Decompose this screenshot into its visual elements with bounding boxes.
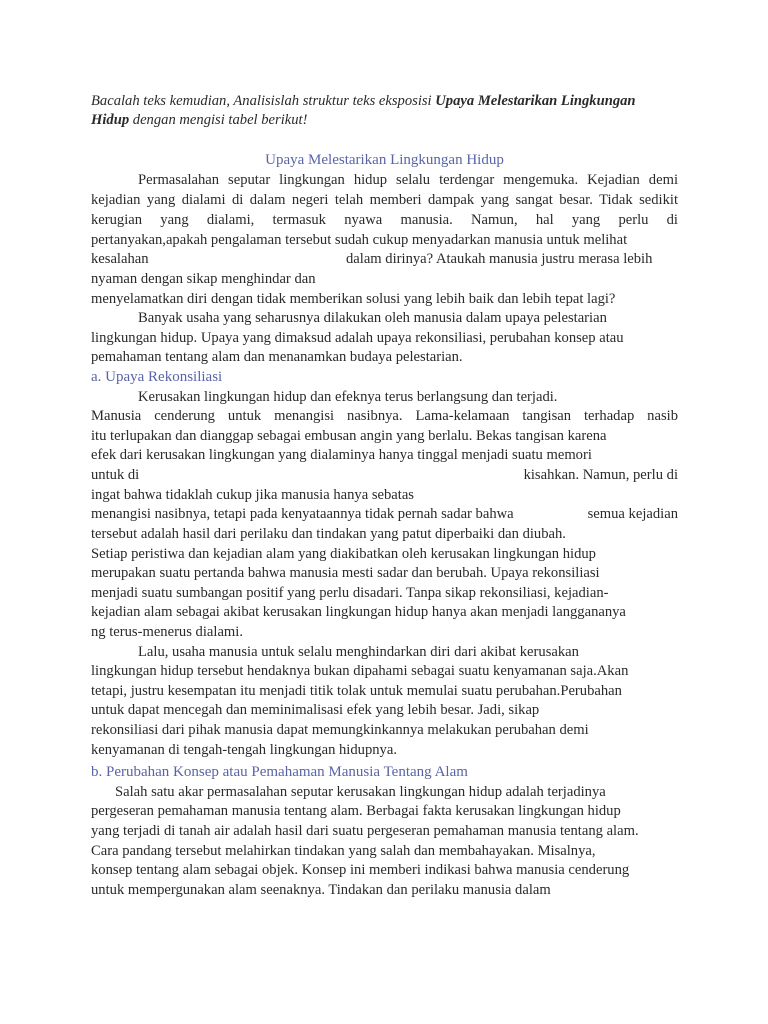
- paragraph-line: rekonsiliasi dari pihak manusia dapat memungkinkannya melakukan perubahan demi: [91, 722, 589, 738]
- paragraph-line: menangisi nasibnya, tetapi pada kenyataannya tidak pernah sadar bahwa: [91, 506, 514, 522]
- instruction-title: Upaya Melestarikan Lingkungan: [435, 93, 636, 109]
- paragraph-line: untuk di: [91, 467, 140, 483]
- paragraph-line: Cara pandang tersebut melahirkan tindakan yang salah dan membahayakan. Misalnya,: [91, 843, 596, 859]
- paragraph-line: ng terus-menerus dialami.: [91, 624, 243, 640]
- paragraph-line: pemahaman tentang alam dan menanamkan budaya pelestarian.: [91, 349, 463, 365]
- paragraph-line: ingat bahwa tidaklah cukup jika manusia hanya sebatas: [91, 487, 414, 503]
- paragraph-line: lingkungan hidup. Upaya yang dimaksud adalah upaya rekonsiliasi, perubahan konsep atau: [91, 330, 624, 346]
- paragraph-line: Manusia cenderung untuk menangisi nasibnya. Lama-kelamaan tangisan terhadap nasib: [91, 408, 678, 424]
- instruction-text: Bacalah teks kemudian, Analisislah struktur teks eksposisi: [91, 93, 436, 109]
- paragraph-line: kerugian yang dialami, termasuk nyawa manusia. Namun, hal yang perlu di: [91, 212, 678, 228]
- document-title: Upaya Melestarikan Lingkungan Hidup: [265, 152, 504, 168]
- paragraph-line: menjadi suatu sumbangan positif yang perlu disadari. Tanpa sikap rekonsiliasi, kejadian-: [91, 585, 609, 601]
- paragraph-line: kejadian yang dialami di dalam negeri telah memberi dampak yang sangat besar. Tidak sedikit: [91, 192, 678, 208]
- paragraph-line: pertanyakan,apakah pengalaman tersebut sudah cukup menyadarkan manusia untuk melihat: [91, 232, 628, 248]
- paragraph-line: kenyamanan di tengah-tengah lingkungan hidupnya.: [91, 742, 397, 758]
- paragraph-line: Permasalahan seputar lingkungan hidup selalu terdengar mengemuka. Kejadian demi: [138, 172, 678, 188]
- paragraph-line: kisahkan. Namun, perlu di: [523, 467, 678, 483]
- paragraph-line: tersebut adalah hasil dari perilaku dan tindakan yang patut diperbaiki dan diubah.: [91, 526, 566, 542]
- instruction-line-2: [91, 111, 678, 130]
- paragraph-line: nyaman dengan sikap menghindar dan: [91, 271, 316, 287]
- paragraph-line: semua kejadian: [587, 506, 678, 522]
- section-a-heading: a. Upaya Rekonsiliasi: [91, 369, 223, 385]
- paragraph-line: untuk mempergunakan alam seenaknya. Tindakan dan perilaku manusia dalam: [91, 882, 551, 898]
- paragraph-line: untuk dapat mencegah dan meminimalisasi efek yang lebih besar. Jadi, sikap: [91, 702, 540, 718]
- paragraph-line: merupakan suatu pertanda bahwa manusia mesti sadar dan berubah. Upaya rekonsiliasi: [91, 565, 600, 581]
- section-b-heading: b. Perubahan Konsep atau Pemahaman Manusia Tentang Alam: [91, 764, 468, 780]
- paragraph-line: Kerusakan lingkungan hidup dan efeknya terus berlangsung dan terjadi.: [138, 389, 558, 405]
- paragraph-line: tetapi, justru kesempatan itu menjadi titik tolak untuk memulai suatu perubahan.Perubahan: [91, 683, 622, 699]
- paragraph-line: konsep tentang alam sebagai objek. Konsep ini memberi indikasi bahwa manusia cenderung: [91, 862, 630, 878]
- paragraph-line: Banyak usaha yang seharusnya dilakukan oleh manusia dalam upaya pelestarian: [138, 310, 607, 326]
- instruction-title-cont: Hidup: [91, 112, 130, 128]
- instruction-line-1: [91, 92, 678, 111]
- paragraph-line: itu terlupakan dan dianggap sebagai embusan angin yang berlalu. Bekas tangisan karena: [91, 428, 607, 444]
- paragraph-line: Salah satu akar permasalahan seputar kerusakan lingkungan hidup adalah terjadinya: [115, 784, 606, 800]
- paragraph-line: efek dari kerusakan lingkungan yang dialaminya hanya tinggal menjadi suatu memori: [91, 447, 592, 463]
- paragraph-line: kesalahan: [91, 251, 149, 267]
- paragraph-line: yang terjadi di tanah air adalah hasil dari suatu pergeseran pemahaman manusia tentang alam.: [91, 823, 639, 839]
- instruction-text: dengan mengisi tabel berikut!: [129, 112, 308, 128]
- paragraph-line: menyelamatkan diri dengan tidak memberikan solusi yang lebih baik dan lebih tepat lagi?: [91, 291, 616, 307]
- paragraph-line: kejadian alam sebagai akibat kerusakan lingkungan hidup hanya akan menjadi langgananya: [91, 604, 626, 620]
- paragraph-line: Lalu, usaha manusia untuk selalu menghindarkan diri dari akibat kerusakan: [138, 644, 579, 660]
- paragraph-line: Setiap peristiwa dan kejadian alam yang diakibatkan oleh kerusakan lingkungan hidup: [91, 546, 596, 562]
- paragraph-line: dalam dirinya? Ataukah manusia justru merasa lebih: [346, 251, 653, 267]
- paragraph-line: lingkungan hidup tersebut hendaknya bukan dipahami sebagai suatu kenyamanan saja.Akan: [91, 663, 629, 679]
- paragraph-line: pergeseran pemahaman manusia tentang alam. Berbagai fakta kerusakan lingkungan hidup: [91, 803, 621, 819]
